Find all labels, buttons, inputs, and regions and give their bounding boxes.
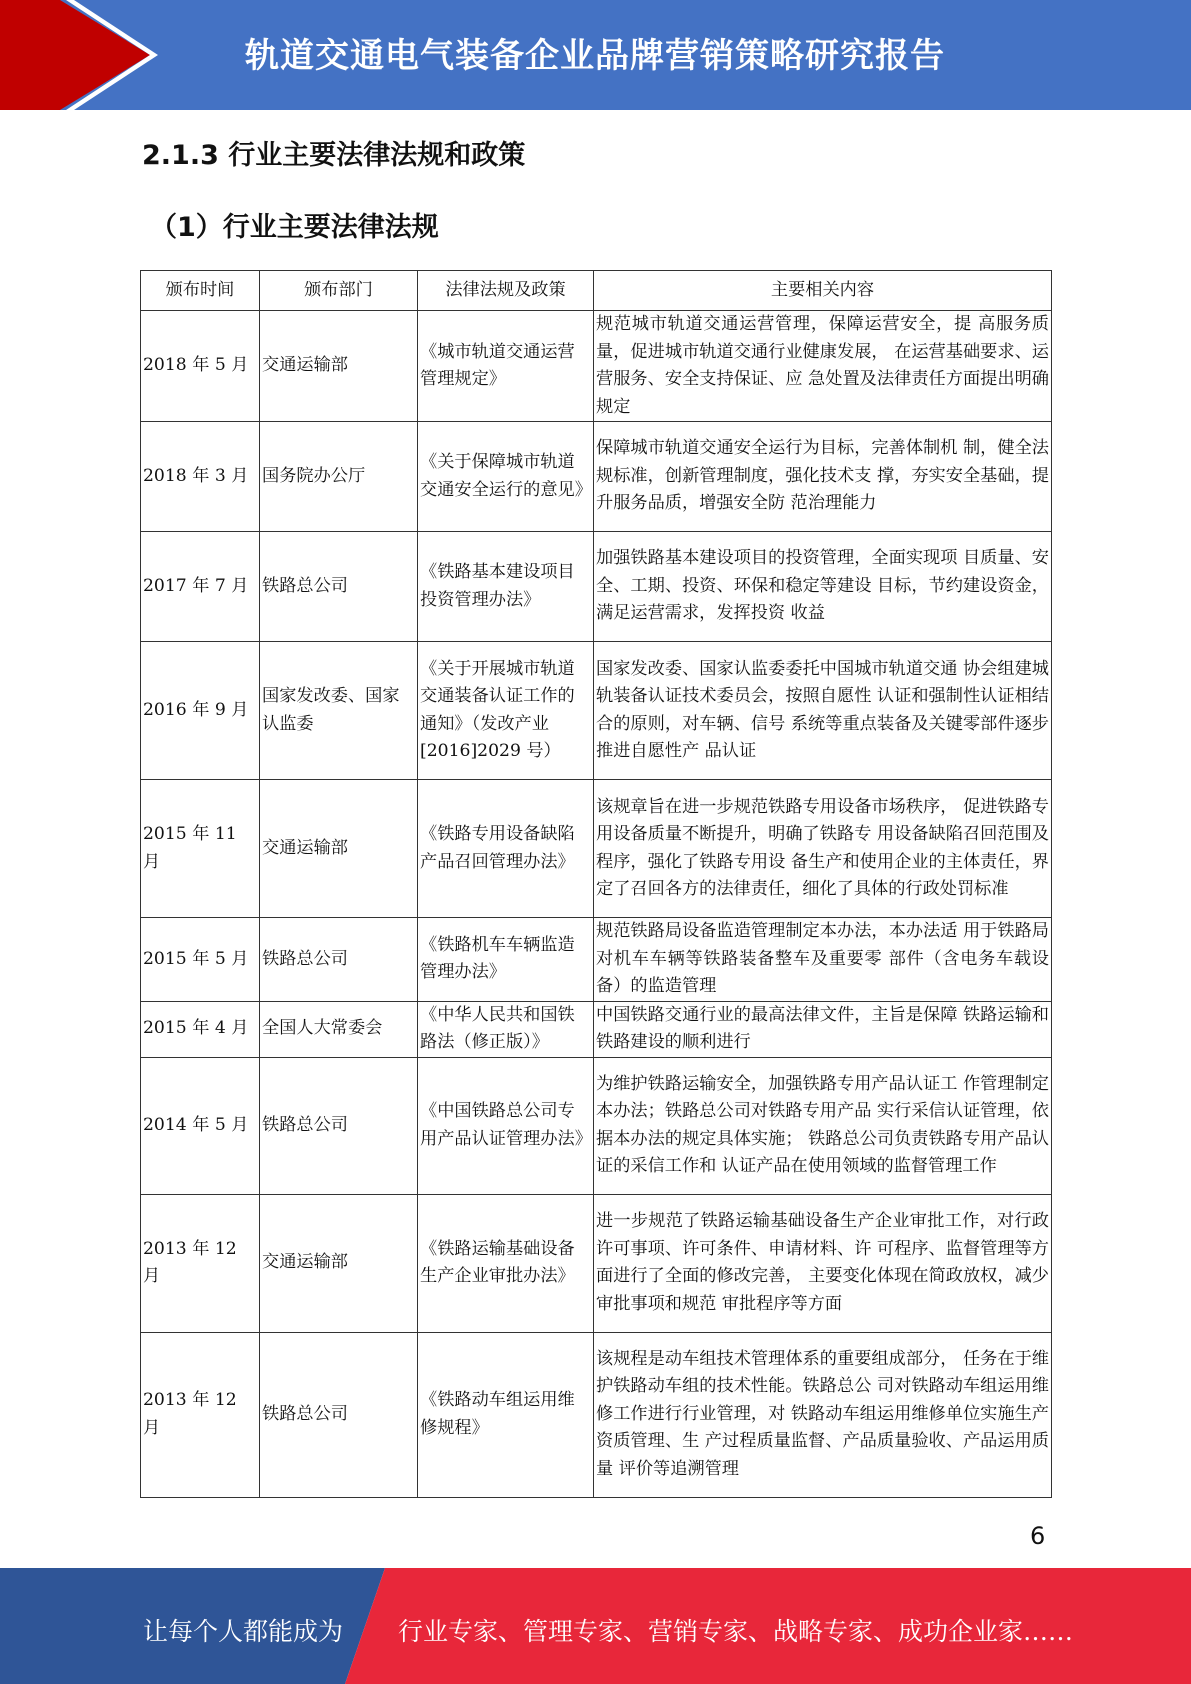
cell-content: 规范城市轨道交通运营管理，保障运营安全，提 高服务质量，促进城市轨道交通行业健康发展， 在运营基础要求、运营服务、安全支持保证、应 急处置及法律责任方面提出明确规定	[594, 311, 1052, 422]
cell-date: 2017 年 7 月	[141, 532, 260, 642]
cell-law: 《关于开展城市轨道交通装备认证工作的通知》（发改产业[2016]2029 号）	[418, 642, 594, 780]
cell-content: 加强铁路基本建设项目的投资管理，全面实现项 目质量、安全、工期、投资、环保和稳定等建设 目标，节约建设资金，满足运营需求，发挥投资 收益	[594, 532, 1052, 642]
cell-content: 该规程是动车组技术管理体系的重要组成部分， 任务在于维护铁路动车组的技术性能。铁路总公 司对铁路动车组运用维修工作进行行业管理，对 铁路动车组运用维修单位实施生产资质管理、生 产过程质量监督、产品质量验收、产品运用质量 评价等追溯管理	[594, 1332, 1052, 1497]
cell-law: 《铁路专用设备缺陷产品召回管理办法》	[418, 780, 594, 918]
cell-law: 《中国铁路总公司专用产品认证管理办法》	[418, 1057, 594, 1194]
cell-content: 进一步规范了铁路运输基础设备生产企业审批工作，对行政许可事项、许可条件、申请材料、许 可程序、监督管理等方面进行了全面的修改完善， 主要变化体现在简政放权，减少审批事项和规范 审批程序等方面	[594, 1194, 1052, 1332]
page-footer	[0, 1568, 1191, 1684]
cell-date: 2016 年 9 月	[141, 642, 260, 780]
cell-date: 2013 年 12 月	[141, 1332, 260, 1497]
table-row	[141, 311, 1052, 422]
cell-department: 国家发改委、国家认监委	[260, 642, 418, 780]
column-header-department: 颁布部门	[260, 271, 418, 311]
cell-department: 交通运输部	[260, 311, 418, 422]
cell-law: 《关于保障城市轨道交通安全运行的意见》	[418, 422, 594, 532]
cell-department: 全国人大常委会	[260, 1001, 418, 1057]
cell-department: 铁路总公司	[260, 918, 418, 1002]
table-header-row	[141, 271, 1052, 311]
cell-content: 保障城市轨道交通安全运行为目标，完善体制机 制，健全法规标准，创新管理制度，强化技术支 撑，夯实安全基础，提升服务品质，增强安全防 范治理能力	[594, 422, 1052, 532]
column-header-law: 法律法规及政策	[418, 271, 594, 311]
table-row	[141, 1001, 1052, 1057]
cell-date: 2018 年 5 月	[141, 311, 260, 422]
cell-content: 国家发改委、国家认监委委托中国城市轨道交通 协会组建城轨装备认证技术委员会，按照自愿性 认证和强制性认证相结合的原则，对车辆、信号 系统等重点装备及关键零部件逐步推进自愿性产 品认证	[594, 642, 1052, 780]
cell-law: 《城市轨道交通运营管理规定》	[418, 311, 594, 422]
table-row	[141, 1057, 1052, 1194]
cell-content: 为维护铁路运输安全，加强铁路专用产品认证工 作管理制定本办法；铁路总公司对铁路专用产品 实行采信认证管理，依据本办法的规定具体实施； 铁路总公司负责铁路专用产品认证的采信工作和 认证产品在使用领域的监督管理工作	[594, 1057, 1052, 1194]
cell-date: 2015 年 5 月	[141, 918, 260, 1002]
table-row	[141, 1194, 1052, 1332]
cell-content: 中国铁路交通行业的最高法律文件，主旨是保障 铁路运输和铁路建设的顺利进行	[594, 1001, 1052, 1057]
cell-department: 交通运输部	[260, 780, 418, 918]
cell-department: 铁路总公司	[260, 1057, 418, 1194]
cell-date: 2013 年 12 月	[141, 1194, 260, 1332]
table-row	[141, 780, 1052, 918]
cell-content: 该规章旨在进一步规范铁路专用设备市场秩序， 促进铁路专用设备质量不断提升，明确了铁路专 用设备缺陷召回范围及程序，强化了铁路专用设 备生产和使用企业的主体责任，界定了召回各方的法律责任，细化了具体的行政处罚标准	[594, 780, 1052, 918]
cell-law: 《铁路基本建设项目投资管理办法》	[418, 532, 594, 642]
section-heading: 2.1.3 行业主要法律法规和政策	[142, 140, 526, 171]
report-title: 轨道交通电气装备企业品牌营销策略研究报告	[245, 36, 945, 76]
page-header	[0, 0, 1191, 110]
page-number: 6	[1030, 1522, 1046, 1550]
cell-department: 交通运输部	[260, 1194, 418, 1332]
cell-content: 规范铁路局设备监造管理制定本办法，本办法适 用于铁路局对机车车辆等铁路装备整车及重要零 部件（含电务车载设备）的监造管理	[594, 918, 1052, 1002]
laws-table	[140, 270, 1052, 1498]
cell-law: 《铁路运输基础设备生产企业审批办法》	[418, 1194, 594, 1332]
cell-department: 国务院办公厅	[260, 422, 418, 532]
cell-department: 铁路总公司	[260, 1332, 418, 1497]
cell-law: 《铁路机车车辆监造管理办法》	[418, 918, 594, 1002]
cell-date: 2018 年 3 月	[141, 422, 260, 532]
table-row	[141, 1332, 1052, 1497]
table-row	[141, 422, 1052, 532]
table-row	[141, 532, 1052, 642]
column-header-date: 颁布时间	[141, 271, 260, 311]
cell-date: 2014 年 5 月	[141, 1057, 260, 1194]
column-header-content: 主要相关内容	[594, 271, 1052, 311]
cell-department: 铁路总公司	[260, 532, 418, 642]
footer-slogan-right: 行业专家、管理专家、营销专家、战略专家、成功企业家……	[398, 1617, 1074, 1646]
header-red-arrow	[0, 0, 150, 110]
subsection-heading: （1）行业主要法律法规	[150, 212, 439, 243]
table-row	[141, 642, 1052, 780]
cell-date: 2015 年 11 月	[141, 780, 260, 918]
cell-law: 《铁路动车组运用维修规程》	[418, 1332, 594, 1497]
cell-law: 《中华人民共和国铁路法（修正版）》	[418, 1001, 594, 1057]
table-row	[141, 918, 1052, 1002]
footer-slogan-left: 让每个人都能成为	[143, 1617, 344, 1646]
cell-date: 2015 年 4 月	[141, 1001, 260, 1057]
